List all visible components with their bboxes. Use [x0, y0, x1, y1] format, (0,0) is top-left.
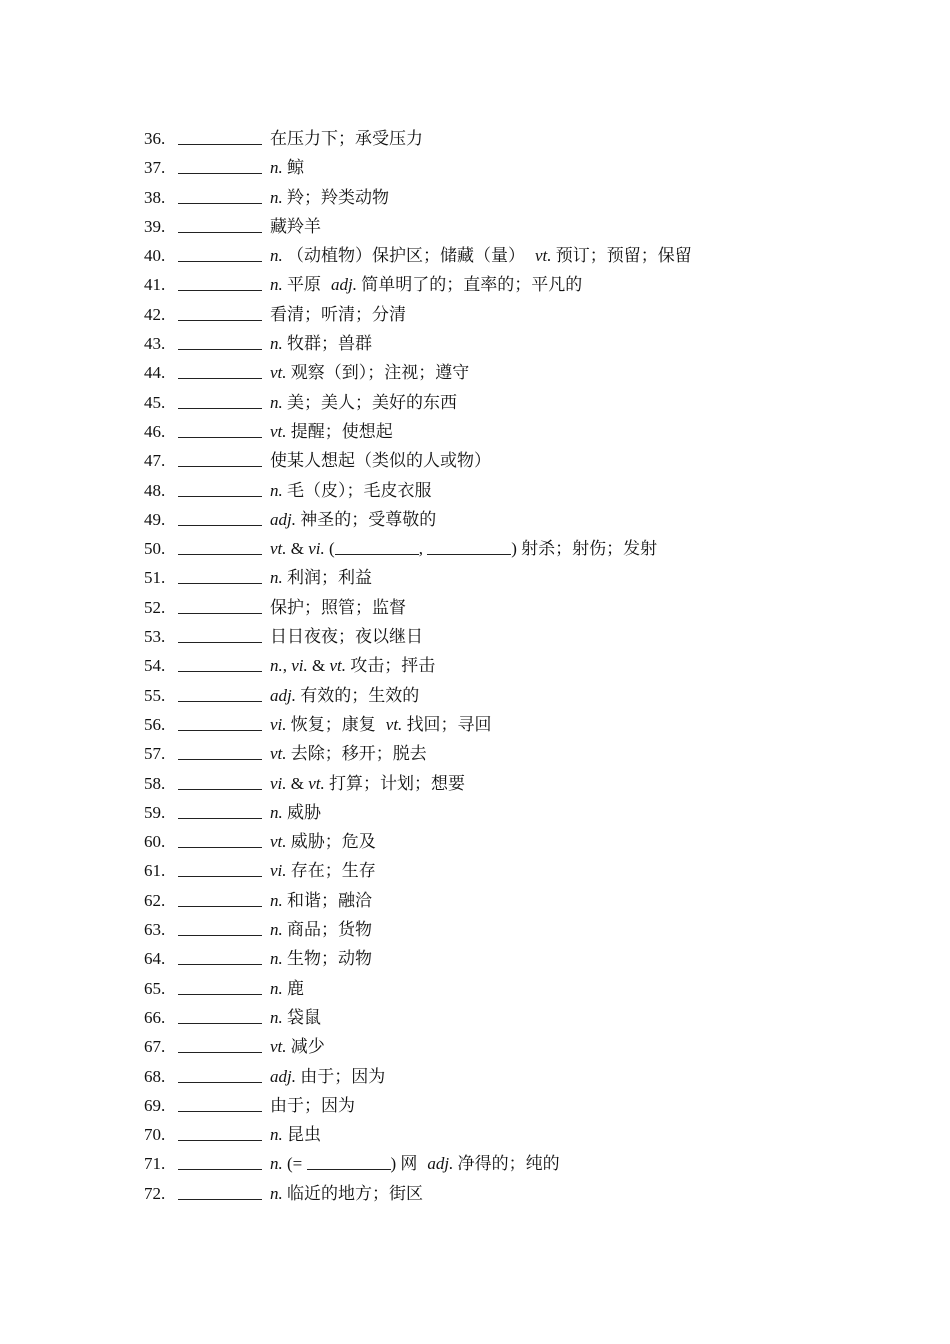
vocab-item [144, 651, 692, 680]
item-number: 38. [144, 187, 166, 207]
vocab-item [144, 944, 692, 973]
item-number: 66. [144, 1007, 166, 1027]
definition-text: 鹿 [282, 978, 304, 998]
part-of-speech: n. [270, 920, 283, 940]
definition-text: 威胁 [282, 802, 321, 822]
vocab-item [144, 974, 692, 1003]
answer-blank[interactable] [178, 482, 262, 497]
definition-text: 简单明了的；直率的；平凡的 [356, 275, 583, 295]
part-of-speech: n. [270, 275, 283, 295]
definition-text: (= [282, 1154, 307, 1174]
vocab-item [144, 593, 692, 622]
definition-text: 鲸 [282, 158, 304, 178]
part-of-speech: vt. [270, 744, 287, 764]
definition-text: 恢复；康复 [286, 714, 376, 734]
item-number: 59. [144, 802, 166, 822]
item-number: 62. [144, 890, 166, 910]
definition-text: 袋鼠 [282, 1007, 321, 1027]
item-number: 41. [144, 275, 166, 295]
vocab-item [144, 886, 692, 915]
definition-text: ) 网 [390, 1154, 418, 1174]
item-number: 60. [144, 832, 166, 852]
part-of-speech: n. [270, 1007, 283, 1027]
definition-text: 净得的；纯的 [453, 1154, 560, 1174]
definition-text: 预订；预留；保留 [551, 246, 692, 266]
definition-text: 日日夜夜；夜以继日 [270, 627, 423, 647]
item-number: 44. [144, 363, 166, 383]
answer-blank[interactable] [178, 1126, 262, 1141]
item-number: 52. [144, 597, 166, 617]
definition-text: 毛（皮）；毛皮衣服 [282, 480, 432, 500]
inline-answer-blank[interactable] [427, 540, 511, 555]
answer-blank[interactable] [178, 306, 262, 321]
vocabulary-list [144, 124, 692, 1208]
item-number: 55. [144, 685, 166, 705]
definition-text: 商品；货物 [282, 920, 372, 940]
part-of-speech: vi. [270, 714, 287, 734]
definition-text: 观察（到）；注视；遵守 [286, 363, 470, 383]
vocab-item [144, 212, 692, 241]
answer-blank[interactable] [178, 804, 262, 819]
item-number: 48. [144, 480, 166, 500]
part-of-speech: vt. [270, 363, 287, 383]
vocab-item [144, 124, 692, 153]
item-number: 63. [144, 920, 166, 940]
item-number: 64. [144, 949, 166, 969]
part-of-speech: n. [270, 1154, 283, 1174]
part-of-speech: vi. [291, 656, 308, 676]
answer-blank[interactable] [178, 921, 262, 936]
answer-blank[interactable] [178, 540, 262, 555]
answer-blank[interactable] [178, 511, 262, 526]
answer-blank[interactable] [178, 599, 262, 614]
part-of-speech: vi. [308, 539, 325, 559]
part-of-speech: n. [270, 246, 283, 266]
part-of-speech: adj. [331, 275, 357, 295]
item-number: 45. [144, 392, 166, 412]
definition-text: ( [324, 539, 335, 559]
item-number: 43. [144, 334, 166, 354]
definition-text: 由于；因为 [270, 1095, 355, 1115]
vocab-item [144, 505, 692, 534]
definition-text: 由于；因为 [295, 1066, 386, 1086]
part-of-speech: adj. [270, 509, 296, 529]
definition-text: 藏羚羊 [270, 216, 321, 236]
definition-text: （动植物）保护区；储藏（量） [282, 246, 525, 266]
part-of-speech: vt. [535, 246, 552, 266]
definition-text: 去除；移开；脱去 [286, 744, 427, 764]
part-of-speech: n. [270, 158, 283, 178]
part-of-speech: vi. [270, 773, 287, 793]
vocab-item [144, 183, 692, 212]
item-number: 58. [144, 773, 166, 793]
definition-text: 使某人想起（类似的人或物） [270, 451, 491, 471]
vocab-item [144, 1179, 692, 1208]
answer-blank[interactable] [178, 657, 262, 672]
definition-text: 羚；羚类动物 [282, 187, 389, 207]
inline-answer-blank[interactable] [335, 540, 419, 555]
answer-blank[interactable] [178, 335, 262, 350]
item-number: 72. [144, 1183, 166, 1203]
definition-text: 威胁；危及 [286, 832, 376, 852]
definition-text: 和谐；融洽 [282, 890, 372, 910]
part-of-speech: n. [270, 1183, 283, 1203]
inline-answer-blank[interactable] [307, 1155, 391, 1170]
vocab-item [144, 681, 692, 710]
item-number: 71. [144, 1154, 166, 1174]
vocab-item [144, 388, 692, 417]
part-of-speech: n. [270, 187, 283, 207]
answer-blank[interactable] [178, 159, 262, 174]
definition-text: 神圣的；受尊敬的 [295, 509, 437, 529]
definition-text: 提醒；使想起 [286, 421, 393, 441]
definition-text: 保护；照管；监督 [270, 597, 406, 617]
answer-blank[interactable] [178, 394, 262, 409]
item-number: 68. [144, 1066, 166, 1086]
definition-text: 打算；计划；想要 [324, 773, 466, 793]
vocab-item [144, 329, 692, 358]
answer-blank[interactable] [178, 423, 262, 438]
part-of-speech: adj. [270, 1066, 296, 1086]
part-of-speech: vi. [270, 861, 287, 881]
vocab-item [144, 739, 692, 768]
vocab-item [144, 358, 692, 387]
definition-text: 平原 [282, 275, 321, 295]
answer-blank[interactable] [178, 892, 262, 907]
item-number: 36. [144, 129, 166, 148]
vocab-item [144, 417, 692, 446]
definition-text: 减少 [286, 1037, 325, 1057]
item-number: 42. [144, 304, 166, 324]
answer-blank[interactable] [178, 1068, 262, 1083]
answer-blank[interactable] [178, 130, 262, 145]
part-of-speech: adj. [270, 685, 296, 705]
answer-blank[interactable] [178, 569, 262, 584]
answer-blank[interactable] [178, 980, 262, 995]
part-of-speech: vt. [329, 656, 347, 676]
part-of-speech: vt. [385, 714, 403, 734]
part-of-speech: vt. [270, 539, 287, 559]
vocab-item [144, 476, 692, 505]
answer-blank[interactable] [178, 1185, 262, 1200]
part-of-speech: n. [270, 480, 283, 500]
vocab-item [144, 563, 692, 592]
item-number: 37. [144, 158, 166, 178]
answer-blank[interactable] [178, 775, 262, 790]
definition-text: & [286, 773, 309, 793]
part-of-speech: n. [270, 392, 283, 412]
part-of-speech: vt. [270, 1037, 287, 1057]
answer-blank[interactable] [178, 833, 262, 848]
vocab-item [144, 915, 692, 944]
item-number: 54. [144, 656, 166, 676]
vocab-item [144, 153, 692, 182]
item-number: 46. [144, 421, 166, 441]
definition-text: 有效的；生效的 [295, 685, 420, 705]
vocab-item [144, 1062, 692, 1091]
vocab-item [144, 300, 692, 329]
definition-text: 美；美人；美好的东西 [282, 392, 457, 412]
definition-text: 在压力下；承受压力 [270, 129, 423, 148]
item-number: 40. [144, 246, 166, 266]
definition-text: , [418, 539, 428, 559]
answer-blank[interactable] [178, 1097, 262, 1112]
item-number: 57. [144, 744, 166, 764]
item-number: 51. [144, 568, 166, 588]
answer-blank[interactable] [178, 687, 262, 702]
part-of-speech: n. [270, 890, 283, 910]
item-number: 65. [144, 978, 166, 998]
item-number: 50. [144, 539, 166, 559]
part-of-speech: n. [270, 568, 283, 588]
answer-blank[interactable] [178, 452, 262, 467]
answer-blank[interactable] [178, 247, 262, 262]
answer-blank[interactable] [178, 862, 262, 877]
definition-text: 攻击；抨击 [346, 656, 436, 676]
vocab-item [144, 710, 692, 739]
answer-blank[interactable] [178, 1155, 262, 1170]
definition-text: & [307, 656, 330, 676]
part-of-speech: vt. [270, 832, 287, 852]
definition-text: 找回；寻回 [402, 714, 492, 734]
definition-text: & [286, 539, 309, 559]
part-of-speech: n. [270, 1125, 283, 1145]
vocab-item [144, 622, 692, 651]
vocab-item [144, 446, 692, 475]
answer-blank[interactable] [178, 1038, 262, 1053]
vocab-item [144, 769, 692, 798]
vocab-item [144, 827, 692, 856]
part-of-speech: n. [270, 334, 283, 354]
answer-blank[interactable] [178, 745, 262, 760]
vocab-item [144, 241, 692, 270]
definition-text: 牧群；兽群 [282, 334, 372, 354]
part-of-speech: n. [270, 802, 283, 822]
vocab-item [144, 1003, 692, 1032]
vocab-item [144, 534, 692, 563]
vocab-item [144, 270, 692, 299]
item-number: 56. [144, 714, 166, 734]
part-of-speech: n. [270, 656, 283, 676]
vocab-item [144, 798, 692, 827]
vocab-item [144, 856, 692, 885]
definition-text: 生物；动物 [282, 949, 372, 969]
answer-blank[interactable] [178, 218, 262, 233]
item-number: 70. [144, 1125, 166, 1145]
vocab-item [144, 1091, 692, 1120]
answer-blank[interactable] [178, 276, 262, 291]
part-of-speech: n. [270, 978, 283, 998]
vocab-item [144, 1149, 692, 1178]
answer-blank[interactable] [178, 628, 262, 643]
part-of-speech: vt. [308, 773, 325, 793]
definition-text: 利润；利益 [282, 568, 372, 588]
answer-blank[interactable] [178, 1009, 262, 1024]
answer-blank[interactable] [178, 716, 262, 731]
answer-blank[interactable] [178, 189, 262, 204]
item-number: 67. [144, 1037, 166, 1057]
definition-text: 看清；听清；分清 [270, 304, 406, 324]
part-of-speech: n. [270, 949, 283, 969]
answer-blank[interactable] [178, 364, 262, 379]
definition-text: 存在；生存 [286, 861, 376, 881]
definition-text: ) 射杀；射伤；发射 [511, 539, 658, 559]
vocab-item [144, 1120, 692, 1149]
item-number: 69. [144, 1095, 166, 1115]
answer-blank[interactable] [178, 950, 262, 965]
definition-text: 临近的地方；街区 [282, 1183, 423, 1203]
vocab-item [144, 1032, 692, 1061]
item-number: 47. [144, 451, 166, 471]
definition-text: 昆虫 [282, 1125, 321, 1145]
item-number: 61. [144, 861, 166, 881]
part-of-speech: vt. [270, 421, 287, 441]
item-number: 49. [144, 509, 166, 529]
item-number: 39. [144, 216, 166, 236]
item-number: 53. [144, 627, 166, 647]
part-of-speech: adj. [427, 1154, 454, 1174]
definition-text: , [282, 656, 292, 676]
